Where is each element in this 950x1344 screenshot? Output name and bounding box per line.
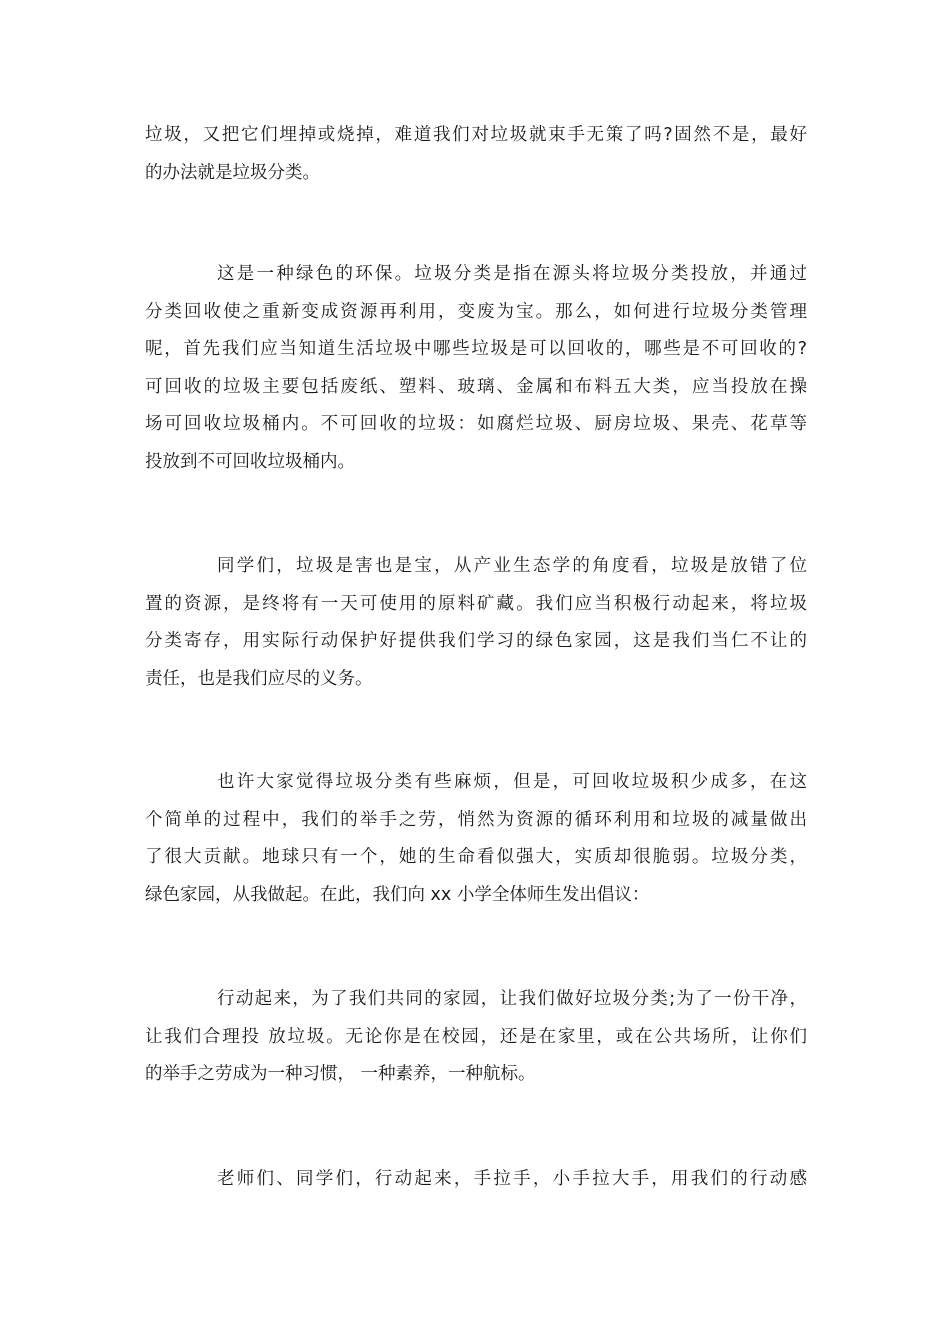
text-line: 同学们，垃圾是害也是宝，从产业生态学的角度看，垃圾是放错了位 xyxy=(217,556,807,576)
text-line: 老师们、同学们，行动起来，手拉手，小手拉大手，用我们的行动感 xyxy=(217,1169,807,1189)
paragraph-action xyxy=(145,981,807,1094)
text-line: 这是一种绿色的环保。垃圾分类是指在源头将垃圾分类投放，并通过 xyxy=(217,264,807,284)
text-line: 的举手之劳成为一种习惯， 一种素养，一种航标。 xyxy=(145,1064,536,1084)
text-line: 责任，也是我们应尽的义务。 xyxy=(145,668,373,689)
text-line: 垃圾，又把它们埋掉或烧掉，难道我们对垃圾就束手无策了吗?固然不是，最好 xyxy=(145,125,807,145)
text-line: 投放到不可回收垃圾桶内。 xyxy=(145,451,355,472)
text-line: 呢，首先我们应当知道生活垃圾中哪些垃圾是可以回收的，哪些是不可回收的? xyxy=(145,339,807,359)
text-line: 置的资源，是终将有一天可使用的原料矿藏。我们应当积极行动起来，将垃圾 xyxy=(145,593,807,614)
text-line: 分类寄存，用实际行动保护好提供我们学习的绿色家园，这是我们当仁不让的 xyxy=(145,631,807,651)
text-line: 场可回收垃圾桶内。不可回收的垃圾：如腐烂垃圾、厨房垃圾、果壳、花草等 xyxy=(145,414,807,434)
paragraph-proposal xyxy=(145,764,807,914)
text-line: 行动起来，为了我们共同的家园，让我们做好垃圾分类;为了一份干净， xyxy=(217,989,807,1009)
text-line: 的办法就是垃圾分类。 xyxy=(145,162,320,183)
paragraph-classmates xyxy=(145,548,807,698)
text-line: 让我们合理投 放垃圾。无论你是在校园，还是在家里，或在公共场所，让你们 xyxy=(145,1026,807,1047)
text-line: 绿色家园，从我做起。在此，我们向 xx 小学全体师生发出倡议： xyxy=(145,884,650,905)
text-line: 可回收的垃圾主要包括废纸、塑料、玻璃、金属和布料五大类，应当投放在操 xyxy=(145,376,807,397)
text-line: 分类回收使之重新变成资源再利用，变废为宝。那么，如何进行垃圾分类管理 xyxy=(145,301,807,322)
paragraph-classification-intro xyxy=(145,256,807,481)
text-line: 个简单的过程中，我们的举手之劳，悄然为资源的循环利用和垃圾的减量做出 xyxy=(145,809,807,830)
paragraph-closing xyxy=(145,1161,807,1199)
text-line: 也许大家觉得垃圾分类有些麻烦，但是，可回收垃圾积少成多，在这 xyxy=(217,772,807,792)
paragraph-continuation xyxy=(145,117,807,192)
text-line: 了很大贡献。地球只有一个，她的生命看似强大，实质却很脆弱。垃圾分类， xyxy=(145,847,807,867)
